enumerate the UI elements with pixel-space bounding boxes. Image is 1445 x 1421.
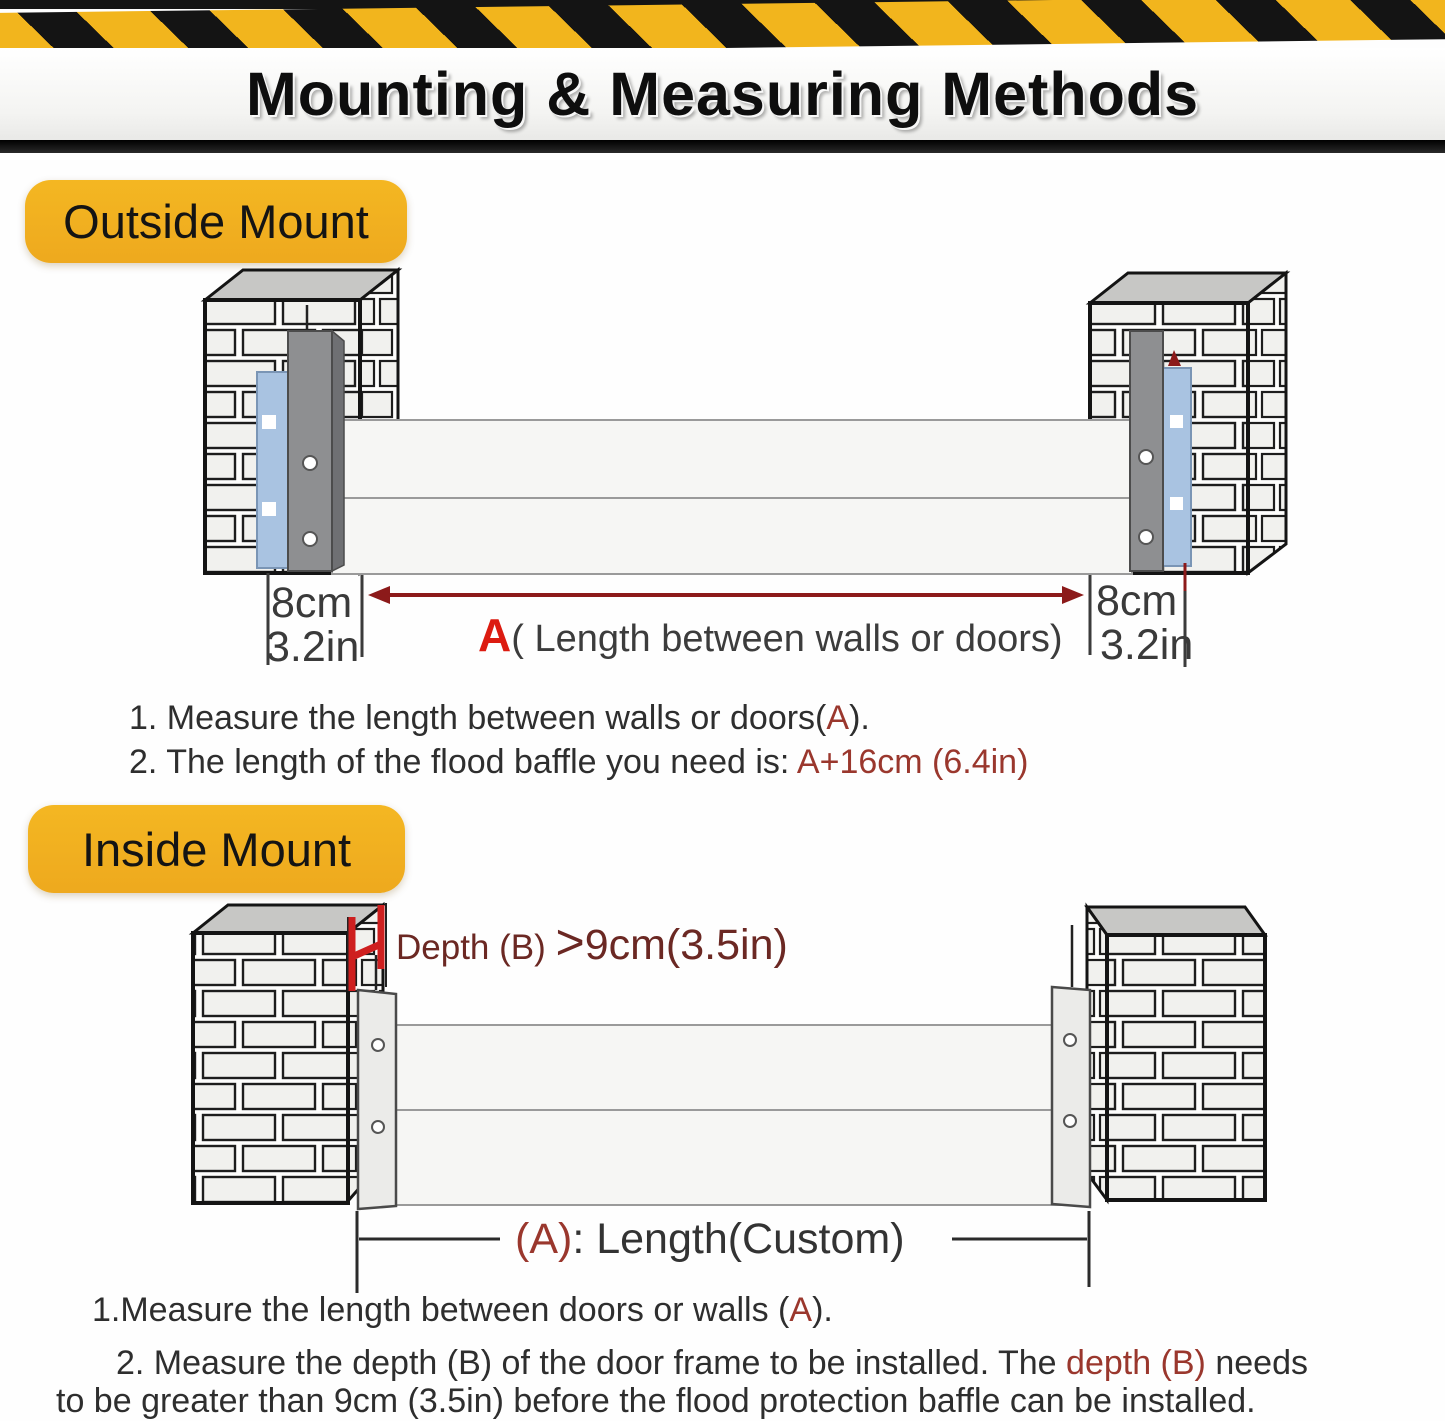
screw-hole [372,1039,384,1051]
step-highlight: depth (B) [1066,1344,1206,1382]
span-letter-a: A [478,609,512,661]
pillar-top-face [1087,907,1265,935]
inside-step-1 [92,1292,833,1329]
left-offset-cm: 8cm [271,579,353,627]
seal-slot [262,415,276,429]
step-text: 2. Measure the depth (B) of the door frame to be installed. The [116,1344,1067,1382]
screw-hole [303,456,317,470]
inside-mount-diagram [0,895,1445,1295]
step-text: ). [849,699,870,737]
right-brick-pillar [1087,907,1265,1200]
page-title: Mounting & Measuring Methods [245,60,1200,128]
span-description: : Length(Custom) [572,1215,905,1263]
span-length-label [478,609,1063,661]
span-length-label [515,1215,905,1263]
left-offset-in: 3.2in [266,623,360,671]
length-dimension [357,1211,1089,1293]
screw-hole [372,1121,384,1133]
inside-step-2 [116,1345,1308,1382]
left-channel-bracket [358,955,396,1209]
depth-value: 9cm(3.5in) [584,921,788,969]
arrowhead-right [1062,586,1084,604]
baffle-plank [332,420,1132,498]
step-highlight: A+16cm (6.4in) [796,743,1029,781]
screw-hole [1064,1034,1076,1046]
inside-mount-label [28,805,405,893]
bracket-plate [1052,987,1090,1207]
outside-step-2 [129,744,1028,781]
outside-mount-label [25,180,407,263]
flood-baffle-planks [393,1025,1067,1205]
step-text: needs [1205,1344,1308,1382]
outside-mount-diagram [0,265,1445,685]
baffle-plank [393,1110,1067,1205]
step-highlight: A [826,699,850,737]
step-text: to be greater than 9cm (3.5in) before the flood protection baffle can be installed. [56,1382,1256,1420]
step-text: 2. The length of the flood baffle you need is: [129,743,797,781]
header-divider-bar [0,140,1445,153]
baffle-plank [332,498,1132,574]
arrowhead-left [368,586,390,604]
width-dimension [266,563,1193,671]
right-offset-cm: 8cm [1096,577,1178,625]
bracket-seal-strip [1163,368,1191,566]
pillar-front-face [193,933,348,1203]
bracket-seal-strip [257,372,288,568]
title-band [0,48,1445,140]
inside-step-2-continued [56,1383,1256,1420]
span-letter-a: (A) [515,1215,573,1263]
right-channel-bracket [1130,331,1191,571]
depth-label [396,914,788,970]
screw-hole [1139,450,1153,464]
seal-slot [1170,415,1183,428]
pillar-side-face [1248,273,1286,573]
outside-step-1 [129,700,870,737]
step-text: 1.Measure the length between doors or walls ( [92,1291,790,1329]
step-text: 1. Measure the length between walls or doors( [129,699,827,737]
seal-slot [262,502,276,516]
right-offset-in: 3.2in [1100,621,1194,669]
screw-hole [1064,1115,1076,1127]
bracket-side-face [332,331,344,571]
step-highlight: A [789,1291,813,1329]
seal-slot [1170,497,1183,510]
screw-hole [303,532,317,546]
span-description: ( Length between walls or doors) [511,618,1063,660]
greater-than-sign: > [555,914,585,970]
right-channel-bracket [1052,925,1090,1207]
bracket-plate [358,990,396,1209]
pillar-front-face [1107,935,1265,1200]
baffle-plank [393,1025,1067,1110]
step-text: ). [812,1291,833,1329]
flood-baffle-planks [332,420,1132,574]
depth-label-text: Depth (B) [396,928,556,967]
inside-mount-label-text: Inside Mount [81,822,352,876]
outside-mount-label-text: Outside Mount [63,195,369,248]
screw-hole [1139,530,1153,544]
